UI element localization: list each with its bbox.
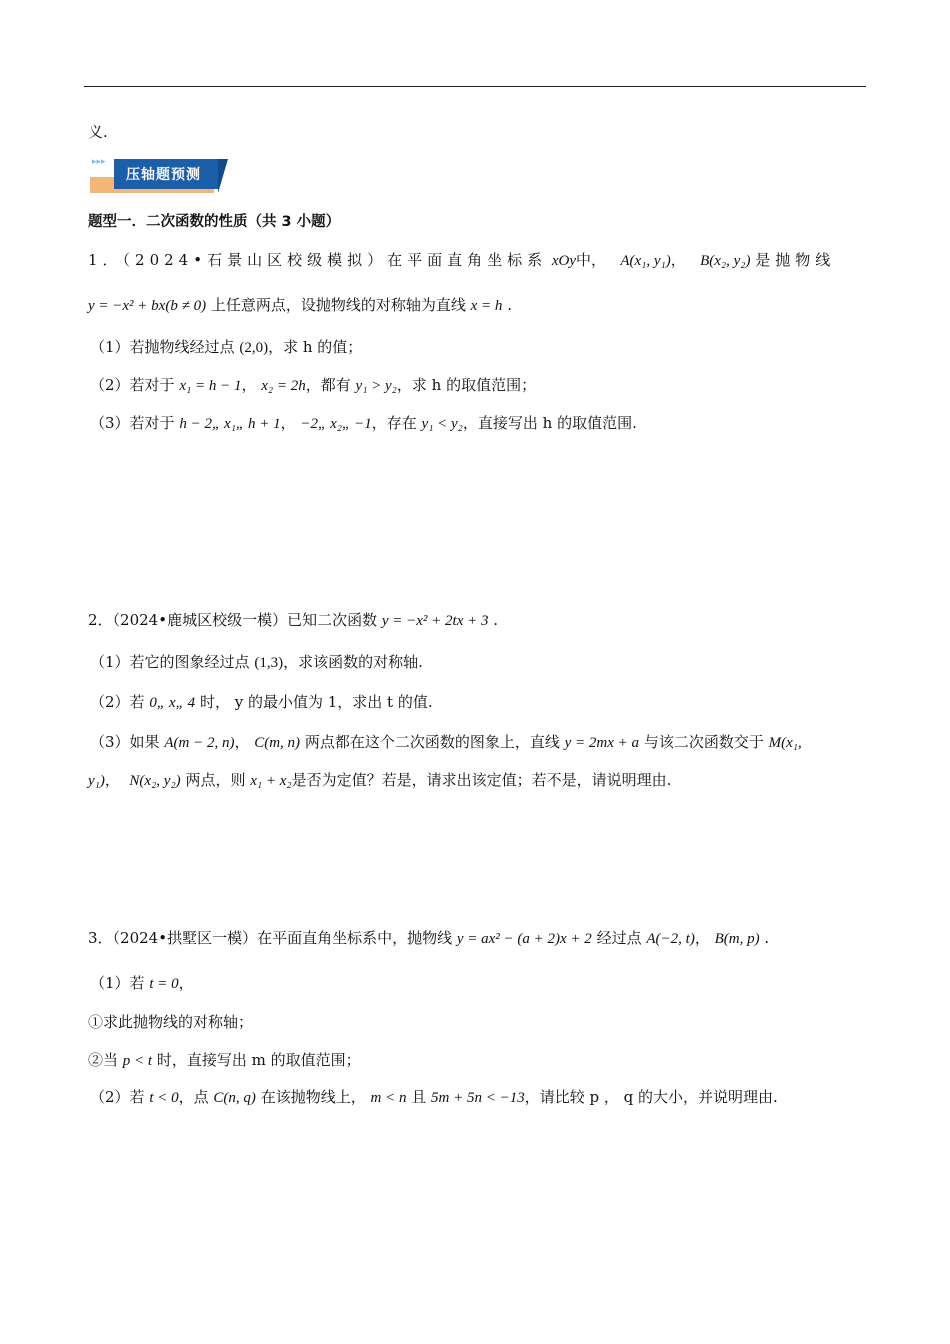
- q3-sub2: ②当 p < t 时，直接写出 m 的取值范围；: [88, 1051, 361, 1069]
- banner-fold: [218, 159, 228, 193]
- q1-point-a: A(x₁, y₁): [620, 253, 671, 269]
- q1-line2: y = −x² + bx(b ≠ 0) 上任意两点，设抛物线的对称轴为直线 x = h .: [88, 296, 512, 314]
- q1-part1: （1）若抛物线经过点 (2,0)，求 h 的值；: [90, 338, 363, 356]
- section-banner: [90, 155, 230, 197]
- q3-equation: y = ax² − (a + 2)x + 2: [456, 931, 592, 947]
- q1-part2: （2）若对于 x₁ = h − 1， x₂ = 2h，都有 y₁ > y₂，求 h 的取值范围；: [90, 376, 537, 394]
- top-fragment: 义.: [88, 123, 108, 141]
- q1-part3: （3）若对于 h − 2„ x₁„ h + 1， −2„ x₂„ −1，存在 y₁ < y₂，直接写出 h 的取值范围.: [90, 414, 637, 432]
- q1-equation: y = −x² + bx(b ≠ 0): [88, 298, 207, 314]
- q2-line1: 2．（2024•鹿城区校级一模）已知二次函数 y = −x² + 2tx + 3 .: [88, 611, 499, 629]
- q1-line1: 1．（2024•石景山区校级模拟）在平面直角坐标系 xOy中， A(x₁, y₁)， B(x₂, y₂) 是抛物线: [88, 251, 836, 269]
- q1-point-b: B(x₂, y₂): [700, 253, 751, 269]
- header-rule: [84, 86, 866, 87]
- q3-line1: 3．（2024•拱墅区一模）在平面直角坐标系中，抛物线 y = ax² − (a + 2)x + 2 经过点 A(−2, t)， B(m, p) .: [88, 929, 770, 947]
- q2-equation: y = −x² + 2tx + 3: [381, 613, 489, 629]
- q3-sub1: ①求此抛物线的对称轴；: [88, 1013, 254, 1031]
- q3-part2: （2）若 t < 0，点 C(n, q) 在该抛物线上， m < n 且 5m + 5n < −13，请比较 p ， q 的大小，并说明理由.: [90, 1088, 778, 1106]
- banner-arrows-icon: ▸▸▸: [92, 157, 106, 167]
- q2-part1: （1）若它的图象经过点 (1,3)，求该函数的对称轴.: [90, 653, 423, 671]
- section-heading: 题型一．二次函数的性质（共 3 小题）: [88, 214, 341, 230]
- q2-part3-cont: y₁)， N(x₂, y₂) 两点，则 x₁ + x₂是否为定值？若是，请求出该定值；若不是，请说明理由.: [88, 771, 672, 789]
- banner-label: 压轴题预测: [126, 167, 201, 183]
- q2-part2: （2）若 0„ x„ 4 时， y 的最小值为 1，求出 t 的值.: [90, 693, 433, 711]
- q2-part3: （3）如果 A(m − 2, n)， C(m, n) 两点都在这个二次函数的图象上，直线 y = 2mx + a 与该二次函数交于 M(x₁,: [90, 733, 802, 751]
- q3-part1: （1）若 t = 0，: [90, 974, 194, 992]
